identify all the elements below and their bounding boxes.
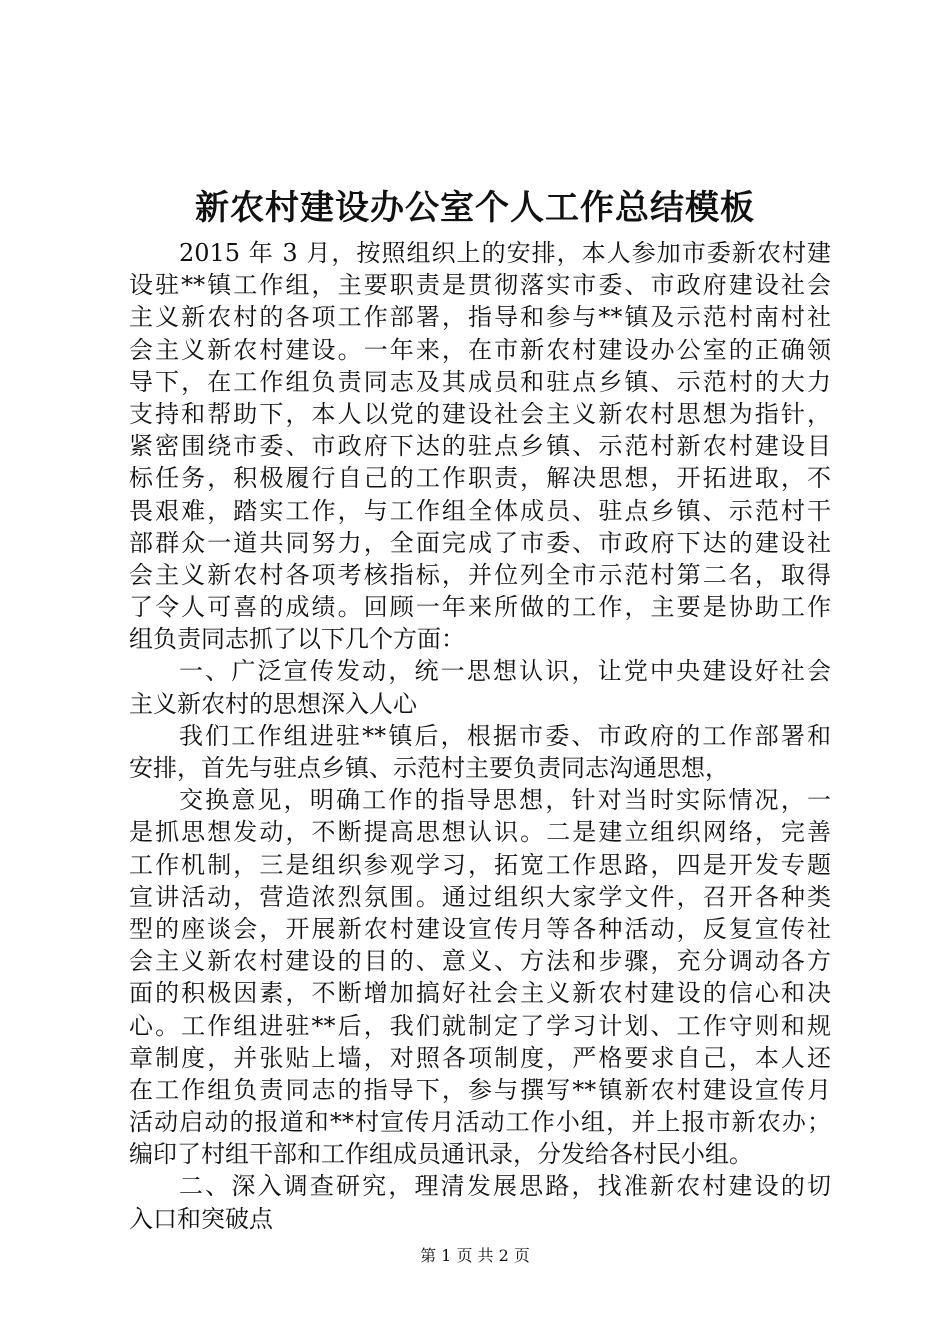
text-line: 设驻**镇工作组，主要职责是贯彻落实市委、市政府建设社会: [129, 271, 831, 300]
text-line: 是抓思想发动，不断提高思想认识。二是建立组织网络，完善: [129, 818, 831, 847]
text-line: 2015 年 3 月，按照组织上的安排，本人参加市委新农村建: [179, 239, 831, 267]
section-heading-line: 一、广泛宣传发动，统一思想认识，让党中央建设好社会: [179, 657, 831, 686]
text-line: 主义新农村的各项工作部署，指导和参与**镇及示范村南村社: [129, 303, 831, 332]
text-line: 导下，在工作组负责同志及其成员和驻点乡镇、示范村的大力: [129, 367, 831, 396]
text-line: 紧密围绕市委、市政府下达的驻点乡镇、示范村新农村建设目: [129, 432, 831, 461]
text-line: 部群众一道共同努力，全面完成了市委、市政府下达的建设社: [129, 528, 831, 557]
page-number: 第 1 页 共 2 页: [420, 1246, 530, 1265]
section-heading-line: 入口和突破点: [129, 1204, 273, 1233]
text-line: 我们工作组进驻**镇后，根据市委、市政府的工作部署和: [179, 721, 831, 750]
text-line: 宣讲活动，营造浓烈氛围。通过组织大家学文件，召开各种类: [129, 882, 831, 911]
text-line: 会主义新农村建设的目的、意义、方法和步骤，充分调动各方: [129, 947, 831, 976]
text-line: 安排，首先与驻点乡镇、示范村主要负责同志沟通思想，: [129, 754, 729, 782]
text-line: 交换意见，明确工作的指导思想，针对当时实际情况，一: [179, 786, 831, 815]
document-body: [129, 237, 831, 1235]
text-line: 会主义新农村建设。一年来，在市新农村建设办公室的正确领: [129, 335, 831, 364]
section-heading-line: 主义新农村的思想深入人心: [129, 689, 417, 718]
text-line: 支持和帮助下，本人以党的建设社会主义新农村思想为指针，: [129, 399, 831, 428]
section-heading-line: 二、深入调查研究，理清发展思路，找准新农村建设的切: [179, 1172, 831, 1201]
text-line: 章制度，并张贴上墙，对照各项制度，严格要求自己，本人还: [129, 1043, 831, 1072]
text-line: 在工作组负责同志的指导下，参与撰写**镇新农村建设宣传月: [129, 1075, 831, 1104]
text-line: 畏艰难，踏实工作，与工作组全体成员、驻点乡镇、示范村干: [129, 496, 831, 525]
text-line: 编印了村组干部和工作组成员通讯录，分发给各村民小组。: [129, 1140, 753, 1169]
text-line: 标任务，积极履行自己的工作职责，解决思想，开拓进取，不: [129, 464, 831, 493]
text-line: 心。工作组进驻**后，我们就制定了学习计划、工作守则和规: [129, 1011, 831, 1040]
text-line: 工作机制，三是组织参观学习，拓宽工作思路，四是开发专题: [129, 850, 831, 879]
text-line: 了令人可喜的成绩。回顾一年来所做的工作，主要是协助工作: [129, 593, 831, 622]
text-line: 组负责同志抓了以下几个方面：: [129, 625, 465, 654]
text-line: 型的座谈会，开展新农村建设宣传月等各种活动，反复宣传社: [129, 914, 831, 943]
document-title: 新农村建设办公室个人工作总结模板: [195, 188, 755, 228]
text-line: 活动启动的报道和**村宣传月活动工作小组，并上报市新农办；: [129, 1108, 831, 1137]
text-line: 面的积极因素，不断增加搞好社会主义新农村建设的信心和决: [129, 979, 831, 1008]
text-line: 会主义新农村各项考核指标，并位列全市示范村第二名，取得: [129, 560, 831, 589]
